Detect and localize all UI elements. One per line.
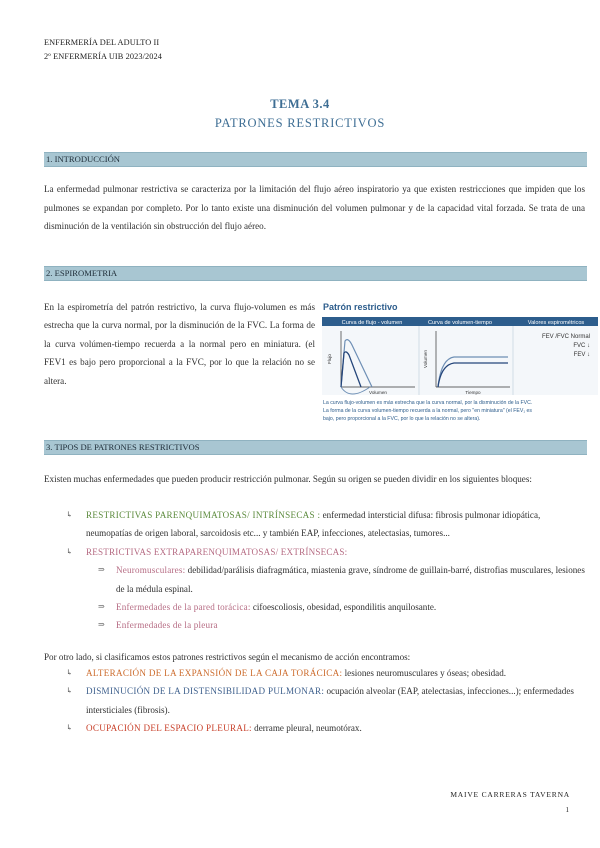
section-heading-introduccion: 1. INTRODUCCIÓN xyxy=(44,152,587,167)
section-text-introduccion: La enfermedad pulmonar restrictiva se caracteriza por la limitación del flujo aéreo inspiratorio ya que existen restricciones que impiden que los pulmones se expandan por completo. Por lo tanto existe una disminución del volumen pulmonar y de la capacidad vital forzada. Se trata de una disminución de la ventilación sin obstrucción del flujo aéreo. xyxy=(44,184,585,232)
figure-caption-line1: La curva flujo-volumen es más estrecha que la curva normal, por la disminución de la FVC. xyxy=(323,400,533,406)
value-fvc: FVC ↓ xyxy=(573,343,590,349)
spirometry-figure xyxy=(320,297,600,427)
list-item xyxy=(44,664,585,682)
arrow-bullet-icon: ↳ xyxy=(66,546,73,556)
fv-x-label: Volumen xyxy=(369,390,387,395)
section-heading-espirometria: 2. ESPIROMETRIA xyxy=(44,266,587,281)
double-arrow-bullet-icon: ⇒ xyxy=(98,565,105,575)
arrow-bullet-icon: ↳ xyxy=(66,723,73,733)
section-text-espirometria: En la espirometría del patrón restrictivo, la curva flujo-volumen es más estrecha que la curva normal, por la disminución de la FVC. La forma de la curva volúmen-tiempo recuerda a la normal pero en miniatura. (el FEV1 es bajo pero proporcional a la FVC, por lo que la relación no se altera. xyxy=(44,302,315,386)
figure-caption-line3: bajo, pero proporcional a la FVC, por lo que la relación no se altera). xyxy=(323,416,481,422)
spirometry-figure-svg xyxy=(320,297,600,427)
item-text-parenquimatosas: enfermedad intersticial difusa: fibrosis pulmonar idiopática, neumopatías de origen laboral, sarcoidosis etc... y también EAP, infecciones, atelectasias, tumores... xyxy=(86,510,541,539)
figure-col-flow-volume: Curva de flujo - volumen xyxy=(341,320,403,326)
mech-label-caja-toracica: ALTERACIÓN DE LA EXPANSIÓN DE LA CAJA TORÁCICA: xyxy=(86,668,343,678)
mechanism-intro: Por otro lado, si clasificamos estos patrones restrictivos según el mecanismo de acción encontramos: xyxy=(44,652,411,662)
figure-title: Patrón restrictivo xyxy=(323,302,398,312)
list-item xyxy=(44,543,585,561)
mech-text-caja-toracica: lesiones neuromusculares y óseas; obesidad. xyxy=(342,668,507,678)
item-label-extraparenquimatosas: RESTRICTIVAS EXTRAPARENQUIMATOSAS/ EXTRÍNSECAS: xyxy=(86,546,348,557)
mech-text-distensibilidad: ocupación alveolar (EAP, atelectasias, infecciones...); enfermedades intersticiales (fibrosis). xyxy=(86,686,574,715)
arrow-bullet-icon: ↳ xyxy=(66,510,73,519)
list-item xyxy=(44,598,585,616)
sub-text-pared-toracica: cifoescoliosis, obesidad, espondilitis anquilosante. xyxy=(250,602,437,613)
list-item xyxy=(44,719,585,737)
sub-label-pared-toracica: Enfermedades de la pared torácica: xyxy=(116,602,251,613)
mech-text-espacio-pleural: derrame pleural, neumotórax. xyxy=(251,723,362,734)
section-heading-tipos: 3. TIPOS DE PATRONES RESTRICTIVOS xyxy=(44,440,587,455)
vt-x-label: Tiempo xyxy=(465,390,481,395)
mech-label-espacio-pleural: OCUPACIÓN DEL ESPACIO PLEURAL: xyxy=(86,723,252,734)
list-item xyxy=(44,506,585,543)
list-item xyxy=(44,682,585,719)
course-name: ENFERMERÍA DEL ADULTO II xyxy=(44,38,160,47)
value-fev-fvc: FEV /FVC Normal xyxy=(541,334,590,340)
page-title xyxy=(0,94,600,132)
item-label-parenquimatosas: RESTRICTIVAS PARENQUIMATOSAS/ INTRÍNSECAS : xyxy=(86,510,321,520)
document-header xyxy=(44,36,162,64)
topic-number: TEMA 3.4 xyxy=(270,97,330,111)
value-fev: FEV ↓ xyxy=(573,352,590,358)
figure-caption-line2: La forma de la curva volumen-tiempo recuerda a la normal, pero "en miniatura" (el FEV₁ es xyxy=(323,408,532,414)
arrow-bullet-icon: ↳ xyxy=(66,668,73,677)
origin-list xyxy=(44,506,585,635)
section-text-tipos-intro: Existen muchas enfermedades que pueden producir restricción pulmonar. Según su origen se pueden dividir en los siguientes bloques: xyxy=(44,474,532,484)
double-arrow-bullet-icon: ⇒ xyxy=(98,602,105,612)
footer-author: MAIVE CARRERAS TAVERNA xyxy=(450,790,570,799)
arrow-bullet-icon: ↳ xyxy=(66,686,73,696)
vt-y-label: Volumen xyxy=(423,350,428,368)
double-arrow-bullet-icon: ⇒ xyxy=(98,620,105,630)
figure-col-volume-time: Curva de volumen-tiempo xyxy=(427,320,493,326)
sub-label-neuromusculares: Neuromusculares: xyxy=(116,565,186,576)
list-item xyxy=(44,561,585,598)
fv-y-label: Flujo xyxy=(327,354,332,364)
list-item xyxy=(44,616,585,634)
page-number: 1 xyxy=(565,806,569,814)
figure-col-values: Valores espirométricos xyxy=(527,320,585,326)
sub-text-neuromusculares: debilidad/parálisis diafragmática, miastenia grave, síndrome de guillain-barré, distrofias musculares, lesiones de la médula espinal. xyxy=(116,565,585,594)
topic-subtitle: PATRONES RESTRICTIVOS xyxy=(214,116,386,130)
mech-label-distensibilidad: DISMINUCIÓN DE LA DISTENSIBILIDAD PULMONAR: xyxy=(86,686,325,697)
program-name: 2º ENFERMERÍA UIB 2023/2024 xyxy=(44,52,162,61)
sub-label-pleura: Enfermedades de la pleura xyxy=(116,620,218,631)
mechanism-list xyxy=(44,664,585,738)
